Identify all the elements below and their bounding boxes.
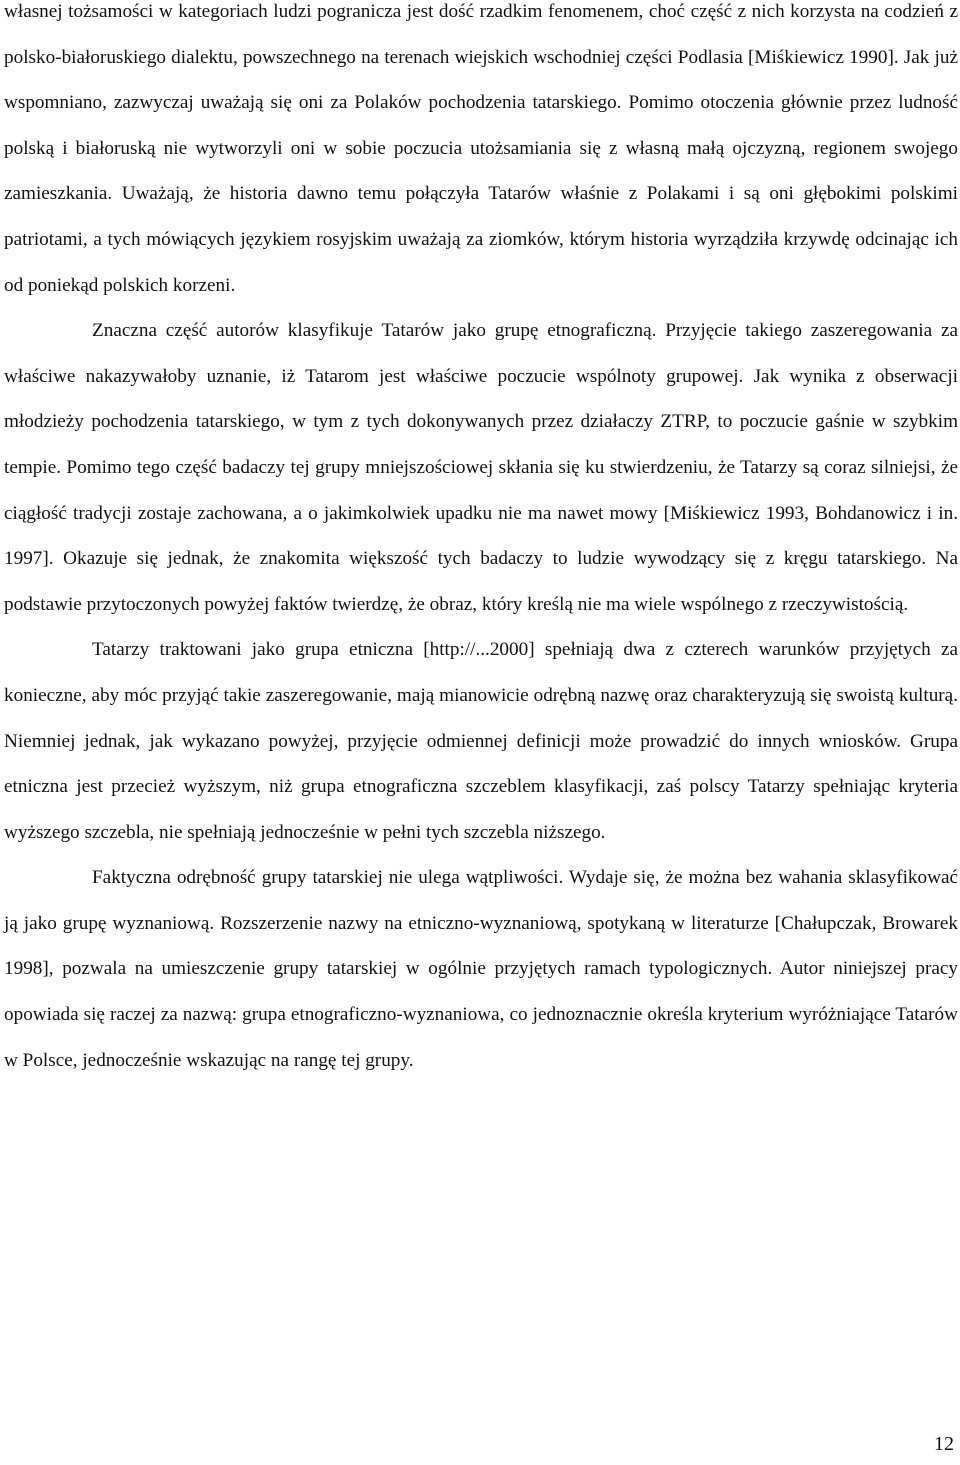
paragraph-ethnographic-group: Znaczna część autorów klasyfikuje Tatarów jako grupę etnograficzną. Przyjęcie takiego zaszeregowania za właściwe nakazywałoby uznanie, iż Tatarom jest właściwe poczucie wspólnoty grupowej. Jak wynika z obserwacji młodzieży pochodzenia tatarskiego, w tym z tych dokonywanych przez działaczy ZTRP, to poczucie gaśnie w szybkim tempie. Pomimo tego część badaczy tej grupy mniejszościowej skłania się ku stwierdzeniu, że Tatarzy są coraz silniejsi, że ciągłość tradycji zostaje zachowana, a o jakimkolwiek upadku nie ma nawet mowy [Miśkiewicz 1993, Bohdanowicz i in. 1997]. Okazuje się jednak, że znakomita większość tych badaczy to ludzie wywodzący się z kręgu tatarskiego. Na podstawie przytoczonych powyżej faktów twierdzę, że obraz, który kreślą nie ma wiele wspólnego z rzeczywistością. xyxy=(4,320,958,615)
page-number: 12 xyxy=(934,1433,954,1455)
paragraph-continuation: własnej tożsamości w kategoriach ludzi pogranicza jest dość rzadkim fenomenem, choć część z nich korzysta na codzień z polsko-białoruskiego dialektu, powszechnego na terenach wiejskich wschodniej części Podlasia [Miśkiewicz 1990]. Jak już wspomniano, zazwyczaj uważają się oni za Polaków pochodzenia tatarskiego. Pomimo otoczenia głównie przez ludność polską i białoruską nie wytworzyli oni w sobie poczucia utożsamiania się z własną małą ojczyzną, regionem swojego zamieszkania. Uważają, że historia dawno temu połączyła Tatarów właśnie z Polakami i są oni głębokimi polskimi patriotami, a tych mówiących językiem rosyjskim uważają za ziomków, którym historia wyrządziła krzywdę odcinając ich od poniekąd polskich korzeni. xyxy=(4,1,958,296)
document-page xyxy=(4,0,958,1083)
paragraph-ethnic-group: Tatarzy traktowani jako grupa etniczna [http://...2000] spełniają dwa z czterech warunków przyjętych za konieczne, aby móc przyjąć takie zaszeregowanie, mają mianowicie odrębną nazwę oraz charakteryzują się swoistą kulturą. Niemniej jednak, jak wykazano powyżej, przyjęcie odmiennej definicji może prowadzić do innych wniosków. Grupa etniczna jest przecież wyższym, niż grupa etnograficzna szczeblem klasyfikacji, zaś polscy Tatarzy spełniając kryteria wyższego szczebla, nie spełniają jednocześnie w pełni tych szczebla niższego. xyxy=(4,639,958,843)
paragraph-religious-group: Faktyczna odrębność grupy tatarskiej nie ulega wątpliwości. Wydaje się, że można bez wahania sklasyfikować ją jako grupę wyznaniową. Rozszerzenie nazwy na etniczno-wyznaniową, spotykaną w literaturze [Chałupczak, Browarek 1998], pozwala na umieszczenie grupy tatarskiej w ogólnie przyjętych ramach typologicznych. Autor niniejszej pracy opowiada się raczej za nazwą: grupa etnograficzno-wyznaniowa, co jednoznacznie określa kryterium wyróżniające Tatarów w Polsce, jednocześnie wskazując na rangę tej grupy. xyxy=(4,867,958,1071)
